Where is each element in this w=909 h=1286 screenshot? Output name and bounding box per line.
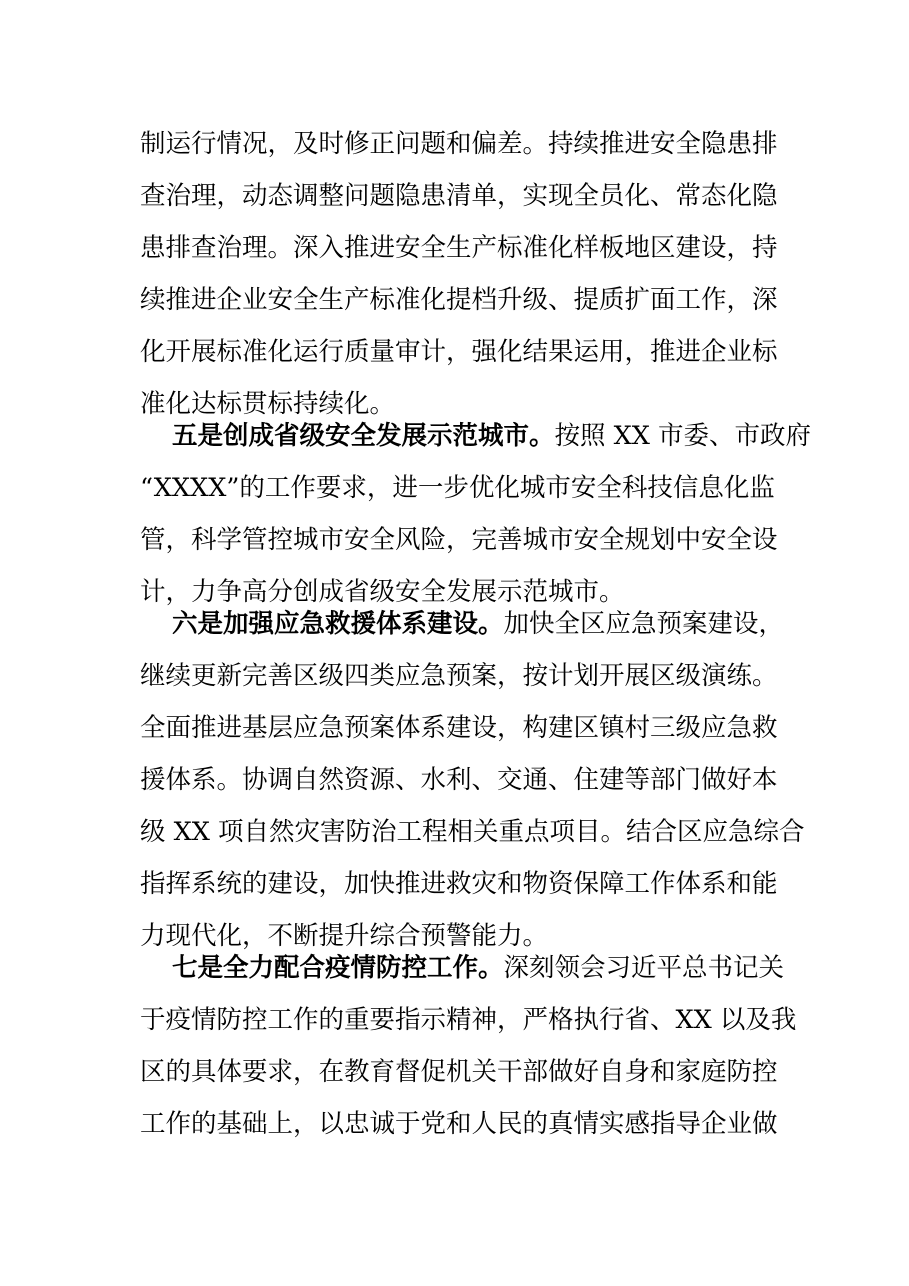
text-line: 续推进企业安全生产标准化提档升级、提质扩面工作，深 (140, 285, 778, 315)
text-line: 计，力争高分创成省级安全发展示范城市。 (140, 577, 625, 607)
text-line: 区的具体要求，在教育督促机关干部做好自身和家庭防控 (140, 1057, 778, 1087)
text-line: 工作的基础上，以忠诚于党和人民的真情实感指导企业做 (140, 1109, 778, 1139)
paragraph-first-line (140, 942, 785, 994)
text-line: 查治理，动态调整问题隐患清单，实现全员化、常态化隐 (140, 181, 778, 211)
paragraph-item-seven (140, 942, 797, 1150)
paragraph-first-line-text: 按照 XX 市委、市政府 (554, 421, 812, 451)
text-line: 全面推进基层应急预案体系建设，构建区镇村三级应急救 (140, 713, 778, 743)
paragraph-lead-heading: 六是加强应急救援体系建设。 (172, 609, 504, 639)
paragraph-lead-heading: 五是创成省级安全发展示范城市。 (172, 421, 555, 451)
paragraph-first-line (140, 410, 812, 462)
text-line: 制运行情况，及时修正问题和偏差。持续推进安全隐患排 (140, 129, 778, 159)
text-line: “XXXX”的工作要求，进一步优化城市安全科技信息化监 (140, 473, 775, 503)
text-line: 级 XX 项自然灾害防治工程相关重点项目。结合区应急综合 (140, 817, 805, 847)
paragraph-lead-heading: 七是全力配合疫情防控工作。 (172, 953, 504, 983)
paragraph-first-line-text: 深刻领会习近平总书记关 (503, 953, 785, 983)
text-line: 继续更新完善区级四类应急预案，按计划开展区级演练。 (140, 661, 778, 691)
paragraph-item-five (140, 410, 812, 618)
paragraph-item-six (140, 598, 805, 962)
text-line: 患排查治理。深入推进安全生产标准化样板地区建设，持 (140, 233, 778, 263)
paragraph-first-line (140, 598, 785, 650)
paragraph-continuation (140, 118, 780, 430)
text-line: 指挥系统的建设，加快推进救灾和物资保障工作体系和能 (140, 869, 778, 899)
text-line: 于疫情防控工作的重要指示精神，严格执行省、XX 以及我 (140, 1005, 797, 1035)
text-line: 援体系。协调自然资源、水利、交通、住建等部门做好本 (140, 765, 778, 795)
paragraph-first-line-text: 加快全区应急预案建设， (503, 609, 785, 639)
text-line: 力现代化，不断提升综合预警能力。 (140, 921, 549, 951)
text-line: 准化达标贯标持续化。 (140, 389, 396, 419)
text-line: 化开展标准化运行质量审计，强化结果运用，推进企业标 (140, 337, 778, 367)
text-line: 管，科学管控城市安全风险，完善城市安全规划中安全设 (140, 525, 778, 555)
